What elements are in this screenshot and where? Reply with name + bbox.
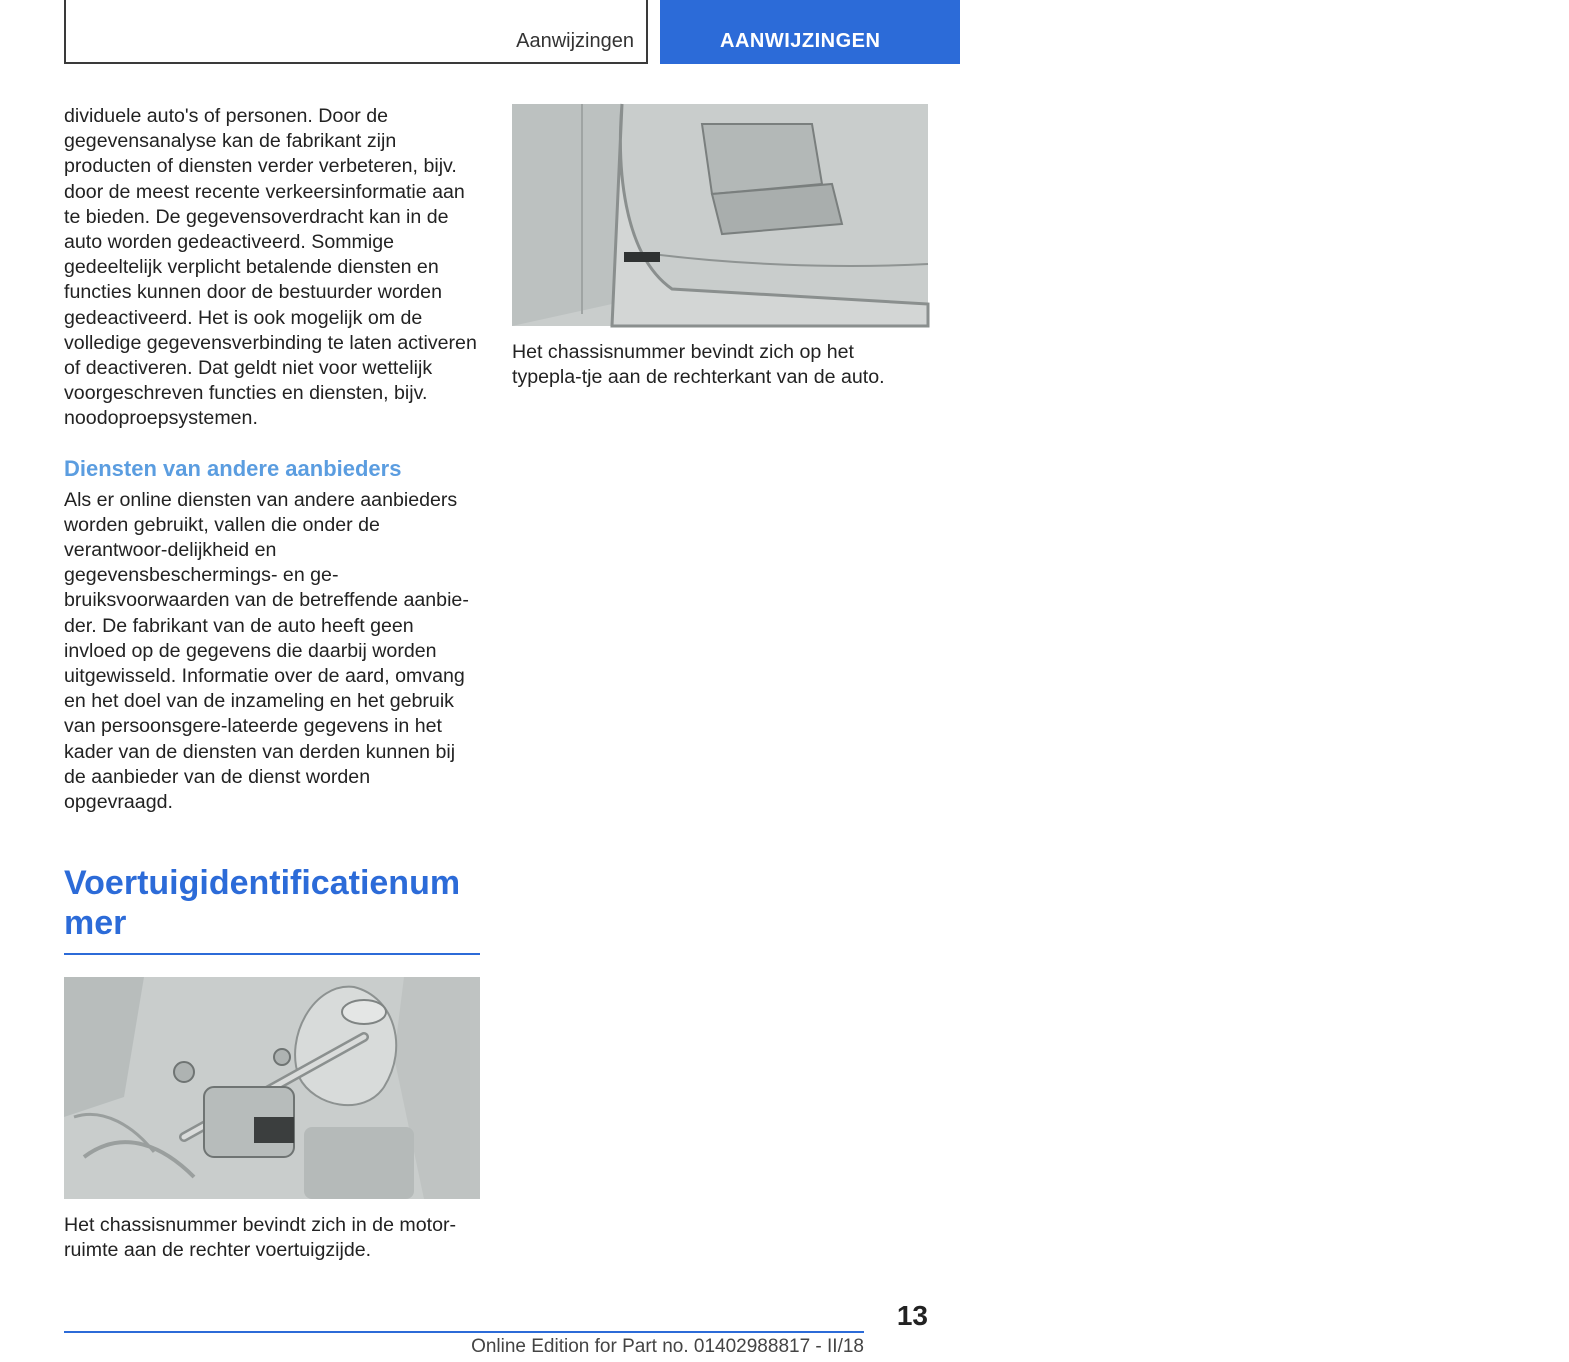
door-sill-illustration — [512, 104, 928, 326]
right-column — [512, 104, 928, 390]
header-section-box — [64, 0, 648, 64]
door-sill-figure — [512, 104, 928, 326]
section-heading-vin: Voertuigidentificatienummer — [64, 863, 480, 955]
engine-bay-caption: Het chassisnummer bevindt zich in de motor-ruimte aan de rechter voertuigzijde. — [64, 1214, 457, 1262]
left-column — [64, 104, 480, 1264]
header-chapter-tab[interactable] — [660, 0, 1569, 64]
subheading-third-party: Diensten van andere aanbieders — [64, 455, 402, 481]
header-chapter-label: AANWIJZINGEN — [720, 30, 881, 52]
exclamation-icon: ! — [1560, 24, 1569, 55]
body-paragraph-2: Als er online diensten van andere aanbieders worden gebruikt, vallen die onder de verantwoor-delijkheid en gegevensbeschermings- en ge-bruiksvoorwaarden van de betreffende aanbie-der. De fabrikant van de auto heeft geen invloed op de gegevens die daarbij worden uitgewisseld. Informatie over de aard, omvang en het doel van de inzameling en het gebruik van persoonsgere-lateerde gegevens in het kader van de diensten van derden kunnen bij de aanbieder van de dienst worden opgevraagd. — [64, 488, 469, 814]
door-sill-caption: Het chassisnummer bevindt zich op het typepla-tje aan de rechterkant van de auto. — [512, 341, 885, 389]
body-paragraph-1: dividuele auto's of personen. Door de gegevensanalyse kan de fabrikant zijn producten of diensten verder verbeteren, bijv. door de meest recente verkeersinformatie aan te bieden. De gegevensoverdracht kan in de auto worden gedeactiveerd. Sommige gedeeltelijk verplicht betalende diensten en functies kunnen door de bestuurder worden gedeactiveerd. Het is ook mogelijk om de volledige gegevensverbinding te laten activeren of deactiveren. Dat geldt niet voor wettelijk voorgeschreven functies en diensten, bijv. noodoproepsystemen. — [64, 105, 477, 430]
footer-edition: Online Edition for Part no. 01402988817 - II/18 — [471, 1336, 864, 1357]
header-section-title: Aanwijzingen — [516, 30, 634, 52]
footer-divider — [64, 1331, 864, 1333]
engine-bay-figure — [64, 977, 480, 1199]
page-number: 13 — [896, 1300, 928, 1331]
engine-bay-illustration — [64, 977, 480, 1199]
